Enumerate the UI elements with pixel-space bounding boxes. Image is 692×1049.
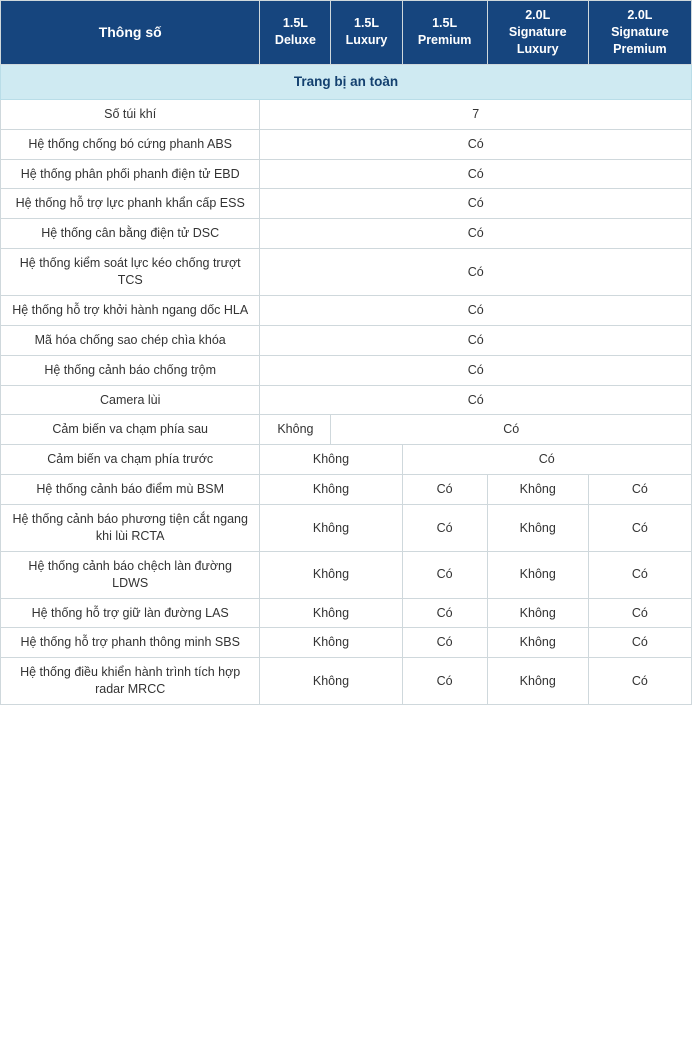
column-header-parameter-line-1: Thông số [98, 23, 162, 40]
row-value: Không [260, 475, 402, 505]
table-row [1, 159, 692, 189]
row-value: Có [402, 551, 487, 598]
row-value: Có [402, 658, 487, 705]
table-row [1, 355, 692, 385]
row-value: Không [487, 551, 588, 598]
column-header-signature-premium-20l-line-2: Signature [611, 24, 669, 39]
column-header-signature-premium-20l [588, 1, 691, 65]
row-value: Có [260, 129, 692, 159]
table-header-row [1, 1, 692, 65]
column-header-deluxe-15l-line-1: 1.5L [282, 16, 308, 31]
section-title: Trang bị an toàn [1, 64, 692, 99]
row-value: Có [588, 628, 691, 658]
column-header-signature-luxury-20l [487, 1, 588, 65]
column-header-premium-15l-line-1: 1.5L [432, 16, 458, 31]
column-header-deluxe-15l-line-2: Deluxe [274, 33, 316, 48]
table-row [1, 219, 692, 249]
row-label: Hệ thống cảnh báo điểm mù BSM [1, 475, 260, 505]
row-label: Hệ thống phân phối phanh điện tử EBD [1, 159, 260, 189]
table-row [1, 249, 692, 296]
row-value: Không [260, 445, 402, 475]
table-body [1, 64, 692, 704]
section-header-row [1, 64, 692, 99]
column-header-premium-15l-line-2: Premium [417, 33, 472, 48]
table-header [1, 1, 692, 65]
table-row [1, 628, 692, 658]
row-value: Có [260, 295, 692, 325]
table-row [1, 99, 692, 129]
row-value: Có [402, 445, 691, 475]
row-value: Có [402, 505, 487, 552]
row-value: Có [588, 475, 691, 505]
row-value: 7 [260, 99, 692, 129]
row-label: Hệ thống cảnh báo chống trộm [1, 355, 260, 385]
row-value: Có [260, 355, 692, 385]
row-value: Có [588, 598, 691, 628]
row-value: Có [260, 189, 692, 219]
row-value: Không [487, 658, 588, 705]
row-label: Hệ thống cảnh báo phương tiện cắt ngang khi lùi RCTA [1, 505, 260, 552]
table-row [1, 189, 692, 219]
row-label: Hệ thống chống bó cứng phanh ABS [1, 129, 260, 159]
row-value: Có [331, 415, 692, 445]
table-row [1, 658, 692, 705]
table-row [1, 415, 692, 445]
column-header-signature-luxury-20l-line-2: Signature [508, 24, 567, 39]
row-value: Không [260, 505, 402, 552]
row-value: Có [402, 628, 487, 658]
row-label: Hệ thống cảnh báo chệch làn đường LDWS [1, 551, 260, 598]
row-value: Có [402, 475, 487, 505]
row-label: Hệ thống hỗ trợ phanh thông minh SBS [1, 628, 260, 658]
table-row [1, 295, 692, 325]
table-row [1, 598, 692, 628]
column-header-signature-luxury-20l-line-1: 2.0L [525, 8, 551, 22]
row-label: Hệ thống hỗ trợ lực phanh khẩn cấp ESS [1, 189, 260, 219]
row-value: Có [260, 219, 692, 249]
row-value: Không [487, 505, 588, 552]
row-value: Không [260, 658, 402, 705]
row-label: Hệ thống cân bằng điện tử DSC [1, 219, 260, 249]
table-row [1, 551, 692, 598]
row-label: Camera lùi [1, 385, 260, 415]
column-header-parameter [1, 1, 260, 65]
table-row [1, 385, 692, 415]
column-header-deluxe-15l [260, 1, 331, 65]
column-header-premium-15l [402, 1, 487, 65]
row-value: Có [260, 159, 692, 189]
row-value: Có [588, 505, 691, 552]
row-value: Không [487, 475, 588, 505]
row-value: Không [260, 628, 402, 658]
row-label: Hệ thống kiểm soát lực kéo chống trượt TCS [1, 249, 260, 296]
table-row [1, 505, 692, 552]
row-value: Có [260, 385, 692, 415]
row-value: Không [487, 598, 588, 628]
row-label: Cảm biến va chạm phía trước [1, 445, 260, 475]
row-label: Hệ thống hỗ trợ khởi hành ngang dốc HLA [1, 295, 260, 325]
row-value: Không [260, 598, 402, 628]
row-label: Mã hóa chống sao chép chìa khóa [1, 325, 260, 355]
row-label: Cảm biến va chạm phía sau [1, 415, 260, 445]
column-header-luxury-15l-line-1: 1.5L [354, 16, 380, 31]
table-row [1, 129, 692, 159]
row-label: Số túi khí [1, 99, 260, 129]
row-label: Hệ thống hỗ trợ giữ làn đường LAS [1, 598, 260, 628]
row-value: Có [260, 325, 692, 355]
table-row [1, 475, 692, 505]
row-value: Có [260, 249, 692, 296]
row-value: Không [260, 415, 331, 445]
column-header-signature-premium-20l-line-1: 2.0L [627, 8, 653, 22]
row-value: Có [402, 598, 487, 628]
column-header-signature-premium-20l-line-3: Premium [613, 41, 667, 56]
row-value: Có [588, 658, 691, 705]
row-value: Không [260, 551, 402, 598]
column-header-luxury-15l [331, 1, 402, 65]
column-header-signature-luxury-20l-line-3: Luxury [516, 41, 559, 56]
table-row [1, 325, 692, 355]
row-value: Không [487, 628, 588, 658]
row-value: Có [588, 551, 691, 598]
column-header-luxury-15l-line-2: Luxury [345, 33, 388, 48]
row-label: Hệ thống điều khiển hành trình tích hợp radar MRCC [1, 658, 260, 705]
table-row [1, 445, 692, 475]
